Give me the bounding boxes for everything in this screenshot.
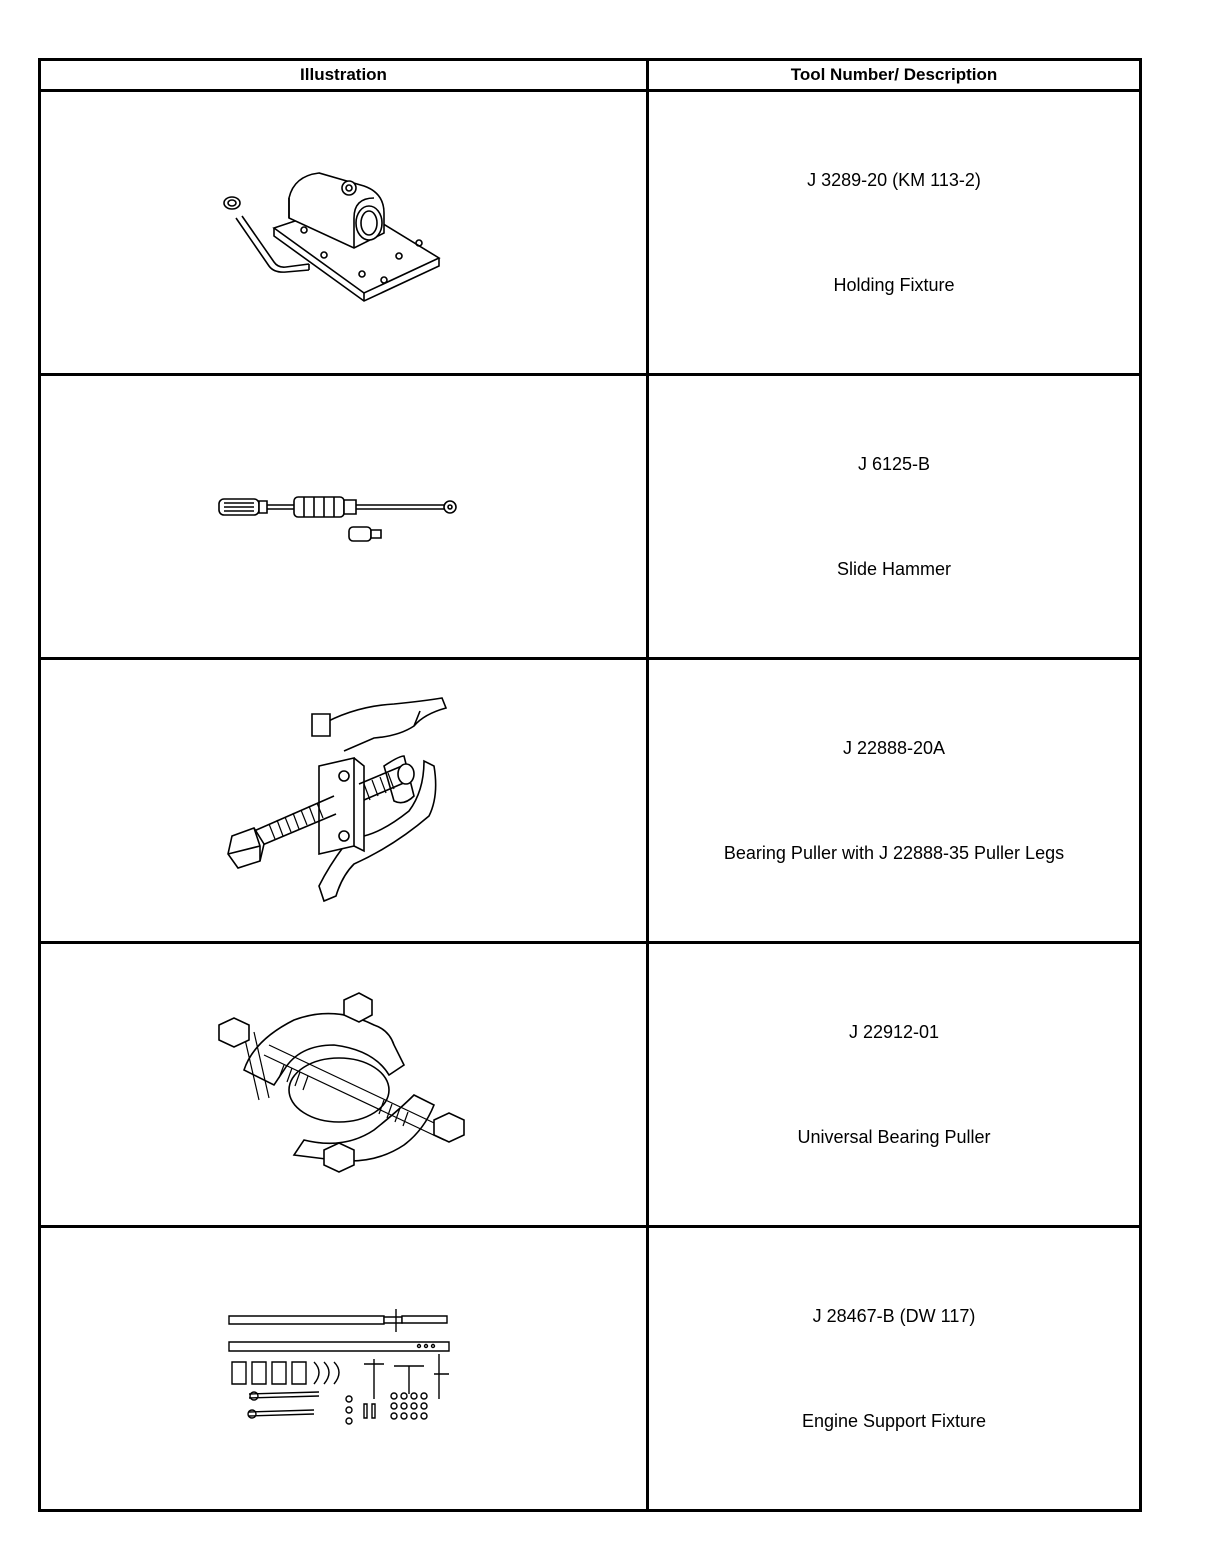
illustration-cell	[40, 91, 648, 375]
tool-number: J 28467-B (DW 117)	[812, 1305, 976, 1326]
header-tool-number-description: Tool Number/ Description	[648, 60, 1141, 91]
description-cell	[648, 375, 1141, 659]
bearing-puller-illustration	[224, 696, 464, 906]
description-cell	[648, 659, 1141, 943]
illustration-cell	[40, 1227, 648, 1511]
table-row	[40, 1227, 1141, 1511]
illustration-cell	[40, 375, 648, 659]
tool-number: J 22912-01	[848, 1021, 940, 1042]
engine-support-fixture-illustration	[224, 1304, 464, 1434]
special-tools-table	[38, 58, 1142, 1512]
tool-description: Slide Hammer	[836, 558, 952, 579]
header-row	[40, 60, 1141, 91]
tool-number: J 22888-20A	[842, 737, 946, 758]
tool-description: Bearing Puller with J 22888-35 Puller Legs	[723, 842, 1065, 863]
table-row	[40, 659, 1141, 943]
illustration-cell	[40, 659, 648, 943]
tool-number: J 3289-20 (KM 113-2)	[807, 169, 981, 190]
tool-description: Holding Fixture	[833, 274, 955, 295]
description-cell	[648, 1227, 1141, 1511]
tool-number: J 6125-B	[857, 453, 931, 474]
table-row	[40, 943, 1141, 1227]
tool-description: Universal Bearing Puller	[797, 1126, 991, 1147]
tool-description: Engine Support Fixture	[801, 1410, 987, 1431]
universal-bearing-puller-illustration	[214, 990, 474, 1180]
description-cell	[648, 91, 1141, 375]
description-cell	[648, 943, 1141, 1227]
header-illustration: Illustration	[40, 60, 648, 91]
table-row	[40, 375, 1141, 659]
slide-hammer-illustration	[214, 487, 474, 547]
holding-fixture-illustration	[214, 158, 474, 308]
table-row	[40, 91, 1141, 375]
illustration-cell	[40, 943, 648, 1227]
